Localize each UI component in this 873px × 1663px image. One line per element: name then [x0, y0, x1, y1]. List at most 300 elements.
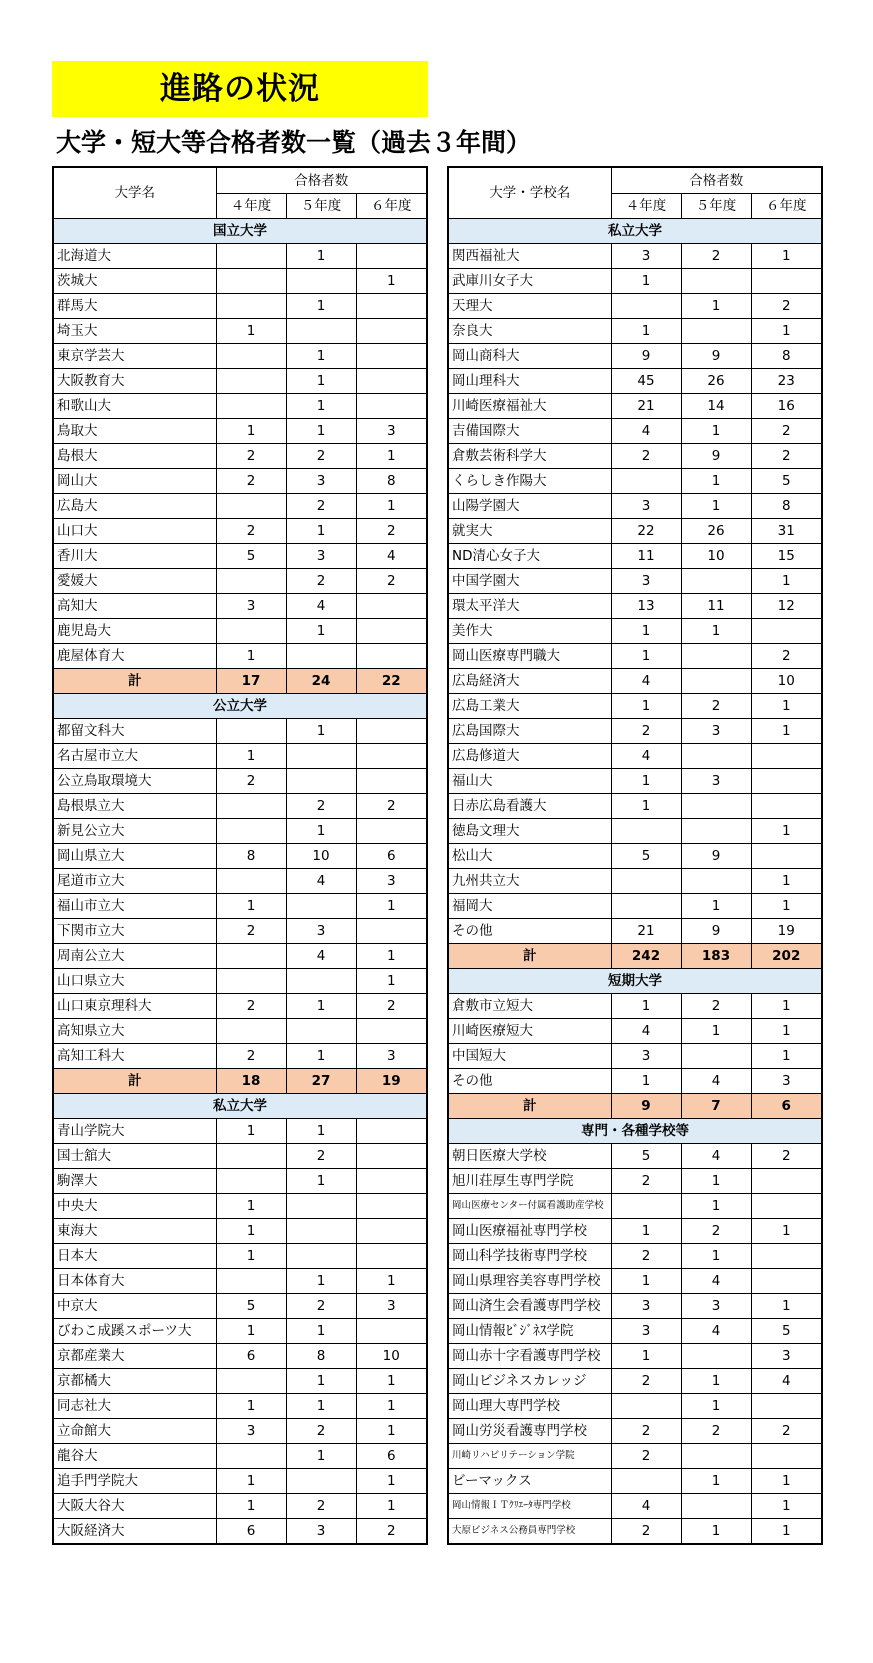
- pass-count: [216, 269, 286, 294]
- school-name: 東京学芸大: [53, 344, 216, 369]
- table-row: [448, 1319, 822, 1344]
- pass-count: 1: [681, 1469, 751, 1494]
- table-row: [448, 444, 822, 469]
- pass-count: 45: [611, 369, 681, 394]
- total-row: [448, 944, 822, 969]
- table-row: [53, 344, 427, 369]
- column-header-name: 大学名: [53, 167, 216, 219]
- column-header-year: ５年度: [286, 194, 356, 219]
- pass-count: 1: [611, 994, 681, 1019]
- pass-count: 1: [286, 1369, 356, 1394]
- pass-count: 1: [611, 769, 681, 794]
- school-name: 倉敷芸術科学大: [448, 444, 611, 469]
- school-name: 環太平洋大: [448, 594, 611, 619]
- pass-count: 19: [751, 919, 822, 944]
- pass-count: [681, 1494, 751, 1519]
- pass-count: 3: [751, 1069, 822, 1094]
- school-name: 日本大: [53, 1244, 216, 1269]
- pass-count: 2: [611, 1419, 681, 1444]
- school-name: 武庫川女子大: [448, 269, 611, 294]
- school-name: 山口県立大: [53, 969, 216, 994]
- table-row: [53, 594, 427, 619]
- pass-count: 1: [286, 519, 356, 544]
- pass-count: 1: [751, 1469, 822, 1494]
- pass-count: [611, 869, 681, 894]
- pass-count: 2: [356, 794, 427, 819]
- table-row: [448, 819, 822, 844]
- pass-count: 1: [356, 269, 427, 294]
- pass-count: 21: [611, 919, 681, 944]
- school-name: 大阪経済大: [53, 1519, 216, 1545]
- pass-count: 1: [751, 694, 822, 719]
- pass-count: [611, 1194, 681, 1219]
- table-row: [448, 794, 822, 819]
- pass-count: [681, 669, 751, 694]
- pass-count: 6: [216, 1344, 286, 1369]
- table-row: [53, 744, 427, 769]
- table-row: [53, 1344, 427, 1369]
- table-row: [53, 244, 427, 269]
- total-count: 202: [751, 944, 822, 969]
- pass-count: 2: [611, 1244, 681, 1269]
- pass-count: 1: [681, 894, 751, 919]
- pass-count: 3: [356, 1294, 427, 1319]
- section-header-row: [448, 1119, 822, 1144]
- pass-count: [751, 1169, 822, 1194]
- pass-count: 4: [356, 544, 427, 569]
- pass-count: 1: [356, 1394, 427, 1419]
- table-row: [53, 1019, 427, 1044]
- pass-count: [751, 794, 822, 819]
- total-count: 242: [611, 944, 681, 969]
- pass-count: 1: [216, 1244, 286, 1269]
- table-row: [53, 944, 427, 969]
- table-row: [448, 919, 822, 944]
- table-row: [448, 1519, 822, 1545]
- pass-count: 14: [681, 394, 751, 419]
- pass-count: [356, 719, 427, 744]
- school-name: 尾道市立大: [53, 869, 216, 894]
- pass-count: 23: [751, 369, 822, 394]
- pass-count: 3: [611, 1319, 681, 1344]
- pass-count: [681, 744, 751, 769]
- pass-count: [611, 294, 681, 319]
- pass-count: 1: [286, 1169, 356, 1194]
- school-name: ビーマックス: [448, 1469, 611, 1494]
- school-name: 都留文科大: [53, 719, 216, 744]
- pass-count: 2: [611, 1519, 681, 1545]
- column-header-group: 合格者数: [611, 167, 822, 194]
- pass-count: [356, 769, 427, 794]
- pass-count: 2: [611, 1369, 681, 1394]
- pass-count: 3: [611, 1294, 681, 1319]
- total-count: 6: [751, 1094, 822, 1119]
- school-name: 香川大: [53, 544, 216, 569]
- school-name: 岡山労災看護専門学校: [448, 1419, 611, 1444]
- pass-count: [216, 819, 286, 844]
- school-name: 京都産業大: [53, 1344, 216, 1369]
- pass-count: 1: [611, 619, 681, 644]
- table-row: [448, 894, 822, 919]
- pass-count: 1: [216, 1394, 286, 1419]
- pass-count: [216, 869, 286, 894]
- school-name: 同志社大: [53, 1394, 216, 1419]
- pass-count: 3: [286, 1519, 356, 1545]
- section-label: 短期大学: [448, 969, 822, 994]
- pass-count: [751, 1394, 822, 1419]
- pass-count: 4: [286, 944, 356, 969]
- table-row: [448, 1494, 822, 1519]
- left-results-table: [52, 166, 428, 1545]
- table-row: [448, 294, 822, 319]
- table-row: [53, 569, 427, 594]
- pass-count: 1: [681, 1369, 751, 1394]
- school-name: 天理大: [448, 294, 611, 319]
- pass-count: 3: [216, 594, 286, 619]
- table-row: [448, 1444, 822, 1469]
- pass-count: 1: [751, 819, 822, 844]
- pass-count: 1: [611, 269, 681, 294]
- pass-count: [286, 1019, 356, 1044]
- pass-count: [216, 344, 286, 369]
- school-name: 高知工科大: [53, 1044, 216, 1069]
- pass-count: 1: [216, 744, 286, 769]
- school-name: 高知県立大: [53, 1019, 216, 1044]
- total-count: 183: [681, 944, 751, 969]
- school-name: 青山学院大: [53, 1119, 216, 1144]
- school-name: 日本体育大: [53, 1269, 216, 1294]
- pass-count: 2: [356, 1519, 427, 1545]
- pass-count: 1: [751, 1044, 822, 1069]
- section-label: 私立大学: [53, 1094, 427, 1119]
- table-row: [53, 894, 427, 919]
- pass-count: 1: [286, 394, 356, 419]
- table-row: [53, 619, 427, 644]
- table-row: [448, 369, 822, 394]
- school-name: 川崎リハビリテーション学院: [448, 1444, 611, 1469]
- table-row: [448, 844, 822, 869]
- pass-count: 1: [216, 1494, 286, 1519]
- pass-count: 1: [611, 794, 681, 819]
- table-row: [53, 969, 427, 994]
- pass-count: [216, 619, 286, 644]
- pass-count: 11: [611, 544, 681, 569]
- school-name: 愛媛大: [53, 569, 216, 594]
- pass-count: 1: [681, 1169, 751, 1194]
- pass-count: 8: [356, 469, 427, 494]
- table-row: [53, 1419, 427, 1444]
- pass-count: 1: [356, 1419, 427, 1444]
- table-row: [448, 1219, 822, 1244]
- pass-count: 12: [751, 594, 822, 619]
- pass-count: [356, 919, 427, 944]
- school-name: 広島修道大: [448, 744, 611, 769]
- pass-count: 1: [681, 294, 751, 319]
- pass-count: 2: [681, 694, 751, 719]
- school-name: 岡山ビジネスカレッジ: [448, 1369, 611, 1394]
- pass-count: 4: [681, 1069, 751, 1094]
- school-name: 大阪大谷大: [53, 1494, 216, 1519]
- pass-count: 3: [286, 919, 356, 944]
- pass-count: 1: [751, 719, 822, 744]
- pass-count: 2: [216, 769, 286, 794]
- pass-count: [216, 1169, 286, 1194]
- pass-count: [751, 1269, 822, 1294]
- pass-count: [286, 744, 356, 769]
- pass-count: 1: [286, 1119, 356, 1144]
- school-name: 茨城大: [53, 269, 216, 294]
- pass-count: [356, 319, 427, 344]
- pass-count: [356, 1244, 427, 1269]
- pass-count: 8: [751, 494, 822, 519]
- pass-count: [216, 569, 286, 594]
- title-banner: [52, 61, 428, 117]
- table-row: [53, 494, 427, 519]
- table-row: [448, 1369, 822, 1394]
- pass-count: 3: [216, 1419, 286, 1444]
- pass-count: [216, 1369, 286, 1394]
- pass-count: [286, 644, 356, 669]
- table-row: [448, 319, 822, 344]
- pass-count: [286, 894, 356, 919]
- pass-count: 1: [356, 444, 427, 469]
- pass-count: 3: [356, 1044, 427, 1069]
- pass-count: 1: [356, 894, 427, 919]
- pass-count: 4: [611, 419, 681, 444]
- table-row: [53, 419, 427, 444]
- table-row: [53, 869, 427, 894]
- table-row: [448, 694, 822, 719]
- section-header-row: [448, 219, 822, 244]
- table-row: [448, 469, 822, 494]
- table-row: [53, 1144, 427, 1169]
- pass-count: [751, 1194, 822, 1219]
- pass-count: 11: [681, 594, 751, 619]
- pass-count: [356, 1319, 427, 1344]
- pass-count: [286, 769, 356, 794]
- total-count: 9: [611, 1094, 681, 1119]
- table-row: [53, 819, 427, 844]
- column-header-year: ４年度: [611, 194, 681, 219]
- pass-count: 1: [751, 869, 822, 894]
- table-row: [448, 494, 822, 519]
- pass-count: 1: [356, 1494, 427, 1519]
- table-row: [53, 469, 427, 494]
- pass-count: [216, 394, 286, 419]
- pass-count: [356, 1219, 427, 1244]
- pass-count: 3: [286, 544, 356, 569]
- school-name: びわこ成蹊スポーツ大: [53, 1319, 216, 1344]
- school-name: 就実大: [448, 519, 611, 544]
- school-name: 中京大: [53, 1294, 216, 1319]
- school-name: 下関市立大: [53, 919, 216, 944]
- school-name: 岡山大: [53, 469, 216, 494]
- table-row: [53, 269, 427, 294]
- pass-count: 3: [611, 244, 681, 269]
- school-name: 立命館大: [53, 1419, 216, 1444]
- pass-count: 15: [751, 544, 822, 569]
- school-name: 奈良大: [448, 319, 611, 344]
- total-count: 19: [356, 1069, 427, 1094]
- pass-count: 5: [611, 844, 681, 869]
- table-row: [53, 519, 427, 544]
- pass-count: [681, 1444, 751, 1469]
- pass-count: [216, 719, 286, 744]
- total-label: 計: [53, 1069, 216, 1094]
- school-name: 岡山済生会看護専門学校: [448, 1294, 611, 1319]
- school-name: 島根県立大: [53, 794, 216, 819]
- pass-count: 1: [681, 419, 751, 444]
- school-name: 大阪教育大: [53, 369, 216, 394]
- table-row: [53, 1519, 427, 1545]
- total-count: 27: [286, 1069, 356, 1094]
- pass-count: 1: [356, 494, 427, 519]
- pass-count: 4: [286, 594, 356, 619]
- pass-count: 6: [356, 1444, 427, 1469]
- school-name: 鹿児島大: [53, 619, 216, 644]
- pass-count: [216, 494, 286, 519]
- table-row: [53, 1219, 427, 1244]
- table-row: [53, 794, 427, 819]
- total-row: [448, 1094, 822, 1119]
- school-name: 広島経済大: [448, 669, 611, 694]
- pass-count: [751, 619, 822, 644]
- pass-count: [681, 319, 751, 344]
- pass-count: 22: [611, 519, 681, 544]
- pass-count: 1: [751, 994, 822, 1019]
- pass-count: [216, 794, 286, 819]
- school-name: 吉備国際大: [448, 419, 611, 444]
- school-name: 岡山理科大: [448, 369, 611, 394]
- pass-count: [356, 594, 427, 619]
- pass-count: [611, 1394, 681, 1419]
- table-row: [448, 244, 822, 269]
- pass-count: 3: [611, 569, 681, 594]
- school-name: 公立鳥取環境大: [53, 769, 216, 794]
- pass-count: 1: [286, 1269, 356, 1294]
- pass-count: 1: [286, 419, 356, 444]
- pass-count: [356, 819, 427, 844]
- pass-count: 4: [286, 869, 356, 894]
- pass-count: 1: [681, 1394, 751, 1419]
- school-name: 松山大: [448, 844, 611, 869]
- pass-count: [286, 1194, 356, 1219]
- pass-count: 4: [611, 1494, 681, 1519]
- page-subtitle: 大学・短大等合格者数一覧（過去３年間）: [56, 128, 532, 157]
- school-name: 岡山商科大: [448, 344, 611, 369]
- pass-count: 4: [611, 744, 681, 769]
- school-name: 名古屋市立大: [53, 744, 216, 769]
- pass-count: 2: [611, 1169, 681, 1194]
- table-row: [448, 394, 822, 419]
- pass-count: 1: [611, 1344, 681, 1369]
- pass-count: [356, 1019, 427, 1044]
- table-row: [448, 594, 822, 619]
- school-name: 駒澤大: [53, 1169, 216, 1194]
- pass-count: 1: [286, 1319, 356, 1344]
- school-name: 広島国際大: [448, 719, 611, 744]
- section-header-row: [448, 969, 822, 994]
- column-header-name: 大学・学校名: [448, 167, 611, 219]
- pass-count: 1: [356, 1469, 427, 1494]
- pass-count: 1: [286, 294, 356, 319]
- school-name: 龍谷大: [53, 1444, 216, 1469]
- school-name: 岡山医療センター付属看護助産学校: [448, 1194, 611, 1219]
- pass-count: 2: [356, 994, 427, 1019]
- school-name: 岡山赤十字看護専門学校: [448, 1344, 611, 1369]
- school-name: 岡山県立大: [53, 844, 216, 869]
- table-row: [448, 1269, 822, 1294]
- pass-count: 1: [286, 344, 356, 369]
- pass-count: 8: [286, 1344, 356, 1369]
- pass-count: 26: [681, 519, 751, 544]
- pass-count: 2: [216, 444, 286, 469]
- pass-count: 1: [681, 1194, 751, 1219]
- pass-count: 5: [216, 1294, 286, 1319]
- section-label: 私立大学: [448, 219, 822, 244]
- school-name: 山口東京理科大: [53, 994, 216, 1019]
- table-row: [448, 1194, 822, 1219]
- school-name: 埼玉大: [53, 319, 216, 344]
- pass-count: 3: [751, 1344, 822, 1369]
- pass-count: 1: [356, 1269, 427, 1294]
- school-name: 福山市立大: [53, 894, 216, 919]
- pass-count: [356, 244, 427, 269]
- pass-count: 4: [611, 669, 681, 694]
- total-row: [53, 669, 427, 694]
- pass-count: 1: [216, 894, 286, 919]
- pass-count: [681, 869, 751, 894]
- school-name: 高知大: [53, 594, 216, 619]
- pass-count: 2: [286, 1494, 356, 1519]
- pass-count: [286, 969, 356, 994]
- pass-count: 2: [751, 444, 822, 469]
- school-name: 和歌山大: [53, 394, 216, 419]
- pass-count: 8: [216, 844, 286, 869]
- pass-count: 26: [681, 369, 751, 394]
- school-name: 福岡大: [448, 894, 611, 919]
- pass-count: 9: [681, 919, 751, 944]
- school-name: 岡山理大専門学校: [448, 1394, 611, 1419]
- pass-count: 1: [286, 719, 356, 744]
- pass-count: 9: [681, 344, 751, 369]
- table-row: [448, 419, 822, 444]
- school-name: 北海道大: [53, 244, 216, 269]
- school-name: 京都橘大: [53, 1369, 216, 1394]
- pass-count: [216, 1019, 286, 1044]
- pass-count: 4: [681, 1269, 751, 1294]
- pass-count: 4: [681, 1144, 751, 1169]
- pass-count: [356, 1144, 427, 1169]
- pass-count: [751, 1444, 822, 1469]
- pass-count: 1: [751, 1219, 822, 1244]
- school-name: 中国学園大: [448, 569, 611, 594]
- pass-count: [681, 644, 751, 669]
- table-row: [53, 919, 427, 944]
- table-row: [53, 1469, 427, 1494]
- total-label: 計: [448, 944, 611, 969]
- pass-count: 1: [356, 944, 427, 969]
- column-header-year: ４年度: [216, 194, 286, 219]
- table-row: [53, 769, 427, 794]
- pass-count: [356, 344, 427, 369]
- section-label: 国立大学: [53, 219, 427, 244]
- school-name: 岡山情報ﾋﾞｼﾞﾈｽ学院: [448, 1319, 611, 1344]
- pass-count: [356, 1194, 427, 1219]
- table-row: [448, 1244, 822, 1269]
- school-name: 国士舘大: [53, 1144, 216, 1169]
- school-name: 群馬大: [53, 294, 216, 319]
